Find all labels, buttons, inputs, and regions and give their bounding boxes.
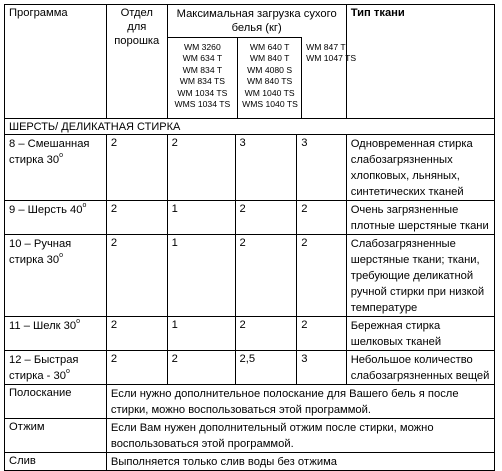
section-row <box>5 119 495 135</box>
program-name: Полоскание <box>5 385 107 419</box>
header-fabric-type: Тип ткани <box>346 5 494 119</box>
wash-programs-table <box>4 4 495 471</box>
model-name: WM 840 TS <box>247 76 293 87</box>
load-value: 2 <box>235 317 297 351</box>
load-value: 3 <box>297 351 346 385</box>
load-value: 3 <box>235 135 297 201</box>
program-name: 8 – Смешанная стирка 30$^o$ <box>5 135 107 201</box>
extra-program-row <box>5 453 495 471</box>
degree-mark: o <box>59 152 64 160</box>
load-value: 2 <box>167 135 235 201</box>
section-title: ШЕРСТЬ/ ДЕЛИКАТНАЯ СТИРКА <box>5 119 495 135</box>
program-row <box>5 317 495 351</box>
model-name: WM 634 T <box>182 53 223 64</box>
fabric-description: Бережная стирка шелковых тканей <box>346 317 494 351</box>
program-name: 11 – Шелк 30$^o$ <box>5 317 107 351</box>
load-value: 1 <box>167 235 235 317</box>
model-group-2 <box>238 38 302 119</box>
degree-mark: o <box>65 368 70 376</box>
load-value: 2 <box>235 201 297 235</box>
detergent-compartment: 2 <box>106 235 167 317</box>
model-name: WM 4080 S <box>247 64 293 75</box>
program-row <box>5 351 495 385</box>
program-description: Выполняется только слив воды без отжима <box>106 453 494 471</box>
model-name: WM 3260 <box>183 42 221 52</box>
program-description: Если Вам нужен дополнительный отжим после стирки, можно воспользоваться этой программой. <box>106 419 494 453</box>
fabric-description: Очень загрязненные плотные шерстяные ткани <box>346 201 494 235</box>
model-name: WMS 1040 TS <box>242 99 298 110</box>
load-value: 3 <box>297 135 346 201</box>
detergent-compartment: 2 <box>106 135 167 201</box>
model-name: WM 847 T <box>306 41 346 52</box>
fabric-description: Одновременная стирка слабозагрязненных хлопковых, льняных, синтетических тканей <box>346 135 494 201</box>
model-name: WM 1047 TS <box>306 52 357 63</box>
model-name: WM 1040 TS <box>244 87 295 98</box>
program-description: Если нужно дополнительное полоскание для Вашего бель я после стирки, можно воспользоваться этой программой. <box>106 385 494 419</box>
load-value: 1 <box>167 317 235 351</box>
detergent-compartment: 2 <box>106 317 167 351</box>
extra-program-row <box>5 385 495 419</box>
fabric-description: Небольшое количество слабозагрязненных вещей <box>346 351 494 385</box>
model-name: WM 834 T <box>182 64 223 75</box>
extra-program-row <box>5 419 495 453</box>
detergent-compartment: 2 <box>106 351 167 385</box>
program-name: 10 – Ручная стирка 30$^o$ <box>5 235 107 317</box>
program-name: 9 – Шерсть 40$^o$ <box>5 201 107 235</box>
program-name: Слив <box>5 453 107 471</box>
degree-mark: o <box>76 318 81 326</box>
load-value: 2 <box>297 235 346 317</box>
detergent-compartment: 2 <box>106 201 167 235</box>
header-program: Программа <box>5 5 107 119</box>
model-name: WM 840 T <box>249 53 290 64</box>
header-max-load <box>167 5 357 119</box>
program-row <box>5 135 495 201</box>
program-name: 12 – Быстрая стирка - 30$^o$ <box>5 351 107 385</box>
degree-mark: o <box>59 252 64 260</box>
program-row <box>5 235 495 317</box>
load-value: 2 <box>167 351 235 385</box>
model-name: WMS 1034 TS <box>174 99 231 110</box>
model-groups <box>168 37 357 118</box>
load-value: 2,5 <box>235 351 297 385</box>
load-value: 1 <box>167 201 235 235</box>
header-max-load-label: Максимальная загрузка сухого белья (кг) <box>176 8 337 34</box>
load-value: 2 <box>235 235 297 317</box>
model-name: WM 1034 TS <box>177 87 228 98</box>
load-value: 2 <box>297 201 346 235</box>
program-row <box>5 201 495 235</box>
degree-mark: o <box>82 202 87 210</box>
header-detergent: Отдел для порошка <box>106 5 167 119</box>
model-name: WM 640 T <box>249 42 290 52</box>
load-value: 2 <box>297 317 346 351</box>
fabric-description: Слабозагрязненные шерстяные ткани; ткани, требующие деликатной ручной стирки при низкой температуре <box>346 235 494 317</box>
program-name: Отжим <box>5 419 107 453</box>
model-group-3 <box>302 38 357 119</box>
model-group-1 <box>168 38 238 119</box>
table-header-row <box>5 5 495 119</box>
model-name: WM 834 TS <box>179 76 225 87</box>
